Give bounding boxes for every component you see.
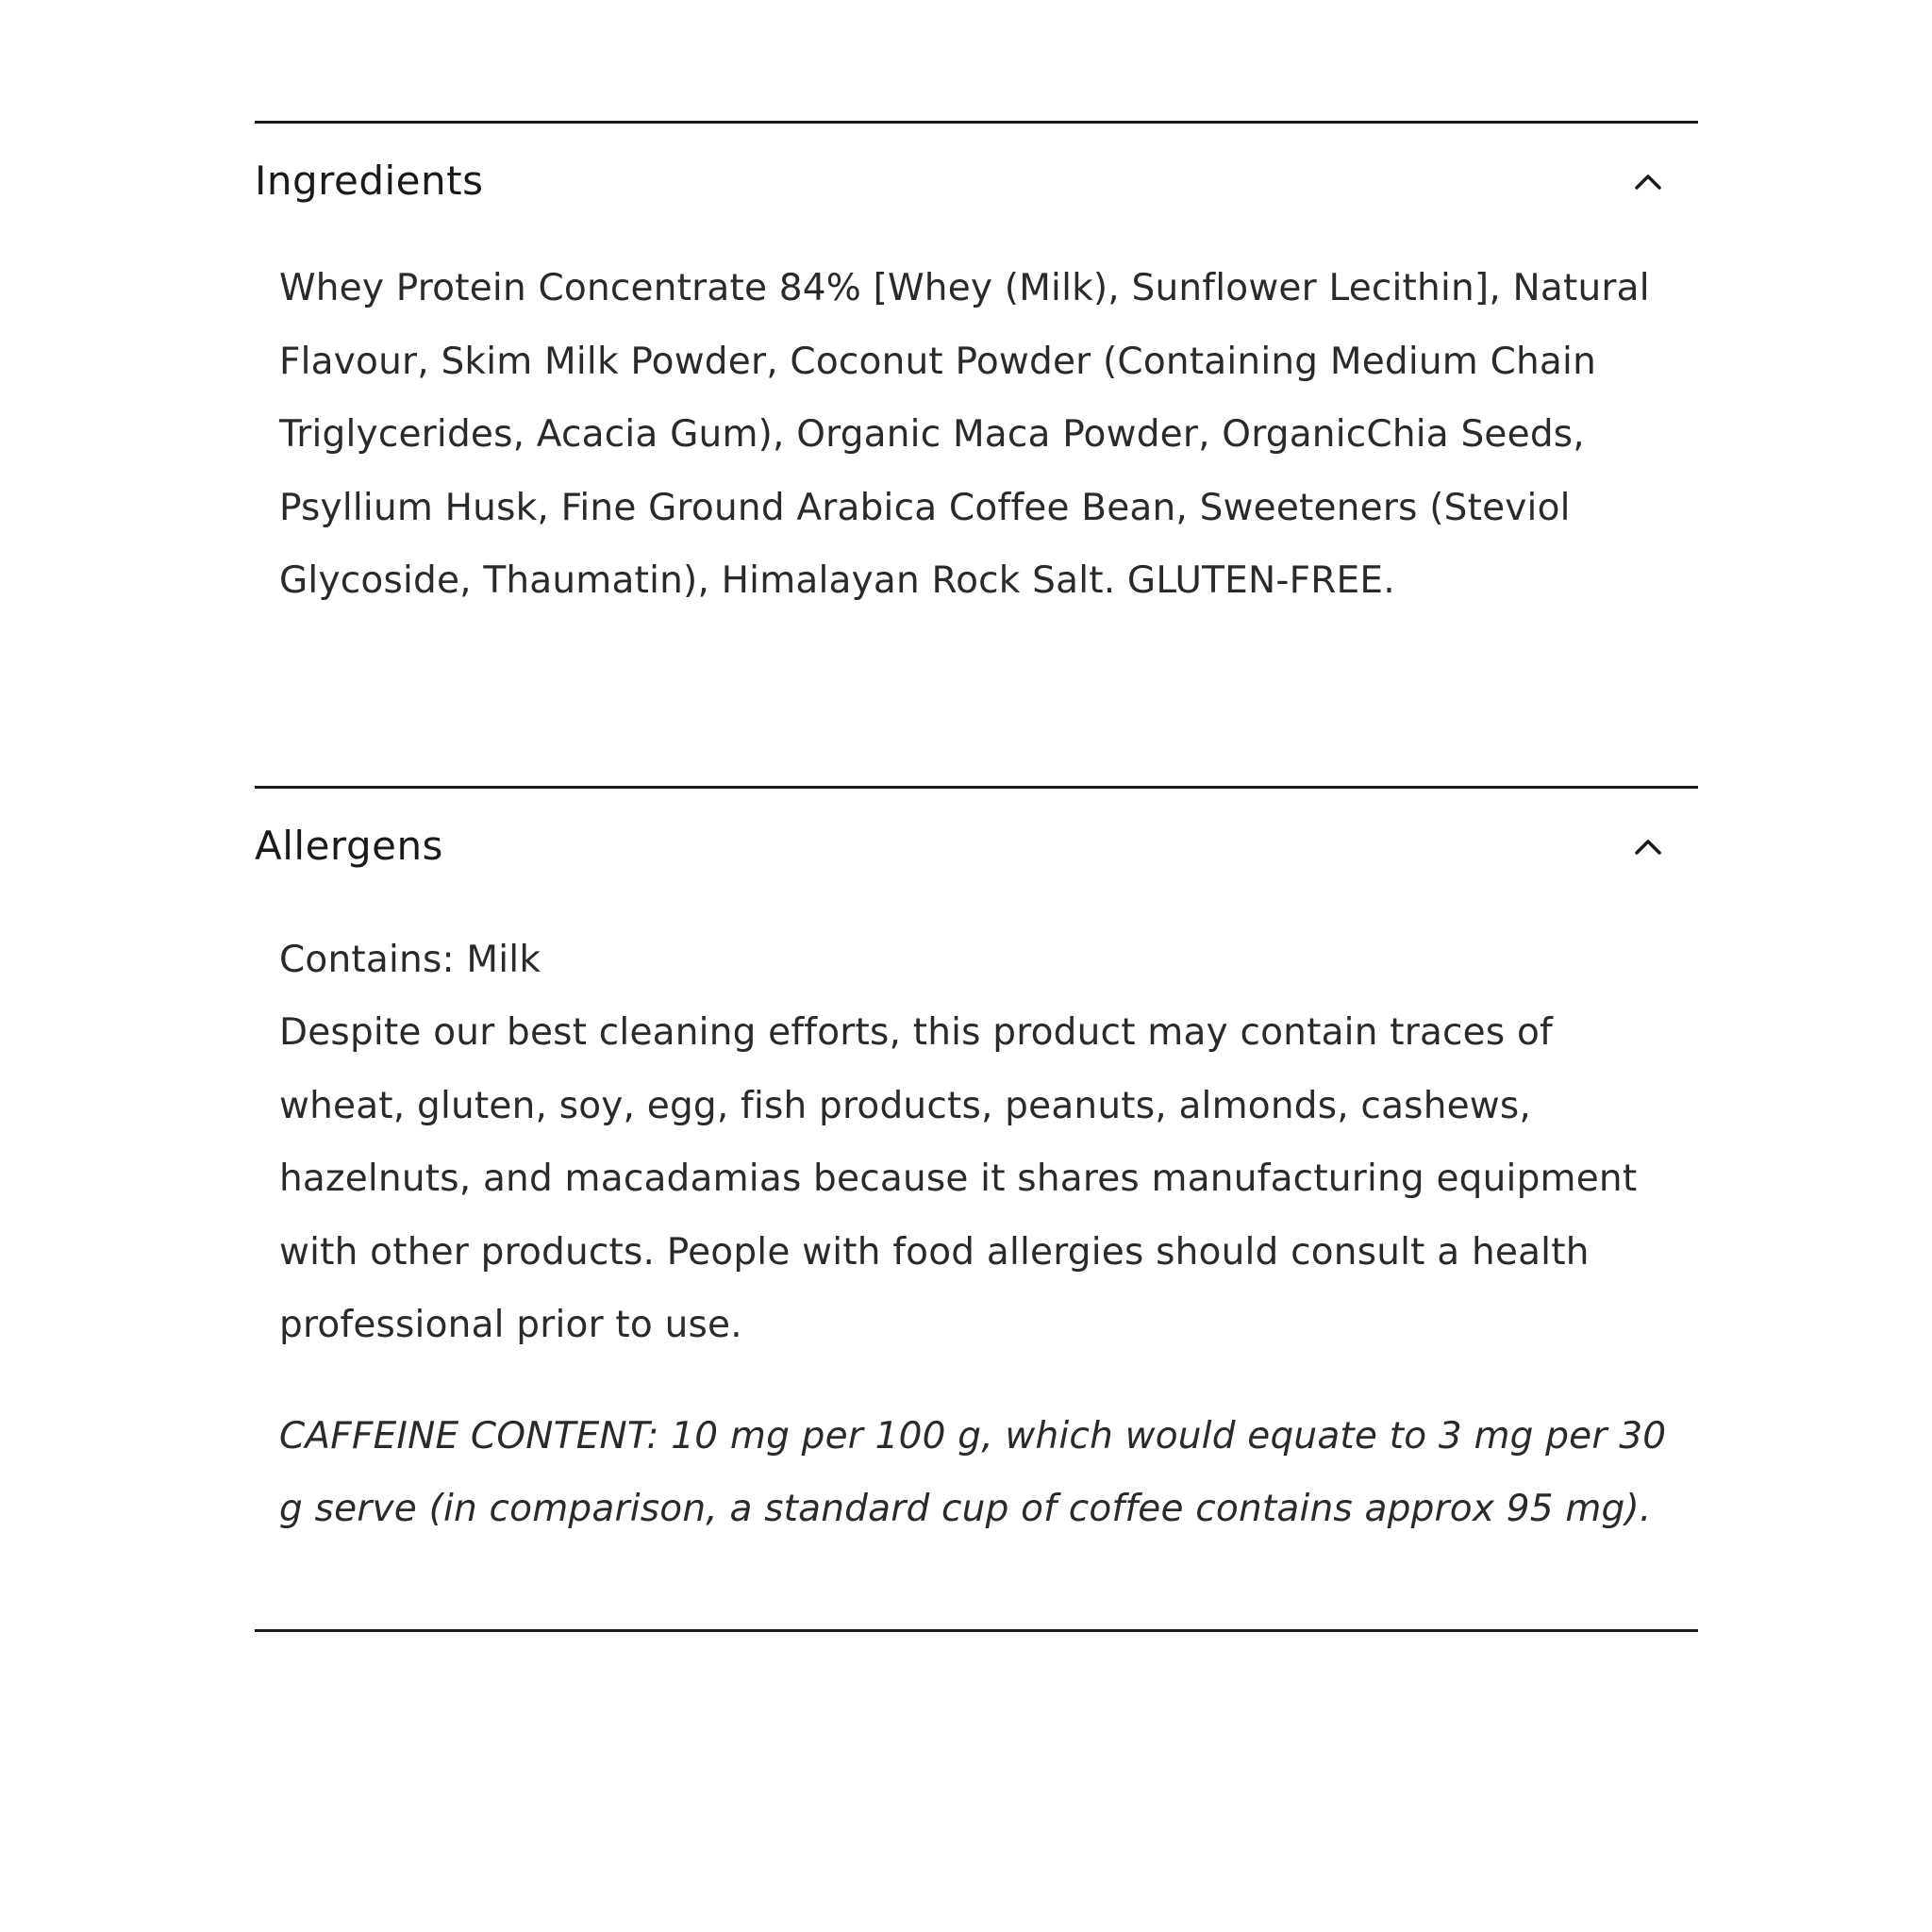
product-details-accordion — [255, 0, 1698, 1632]
ingredients-header[interactable] — [255, 124, 1698, 244]
divider-bottom — [255, 1629, 1698, 1632]
caffeine-content-note: CAFFEINE CONTENT: 10 mg per 100 g, which would equate to 3 mg per 30 g serve (in comparison, a standard cup of coffee contains approx 95 mg). — [279, 1414, 1667, 1530]
ingredients-text: Whey Protein Concentrate 84% [Whey (Milk), Sunflower Lecithin], Natural Flavour, Skim Milk Powder, Coconut Powder (Containing Medium Chain Triglycerides, Acacia Gum), Organic Maca Powder, OrganicChia Seeds, Psyllium Husk, Fine Ground Arabica Coffee Bean, Sweeteners (Steviol Glycoside, Thaumatin), Himalayan Rock Salt. GLUTEN-FREE. — [279, 267, 1650, 602]
allergens-header[interactable] — [255, 789, 1698, 909]
allergens-contains: Contains: Milk — [279, 938, 541, 981]
ingredients-body — [255, 244, 1698, 618]
allergens-title: Allergens — [255, 822, 443, 869]
allergens-body — [255, 909, 1698, 1546]
chevron-up-icon[interactable] — [1632, 171, 1664, 192]
ingredients-title: Ingredients — [255, 158, 484, 204]
allergens-warning-text: Despite our best cleaning efforts, this product may contain traces of wheat, gluten, soy, egg, fish products, peanuts, almonds, cashews, hazelnuts, and macadamias because it shares manufacturing equipment with other products. People with food allergies should consult a health professional prior to use. — [279, 1011, 1638, 1346]
chevron-up-icon[interactable] — [1632, 836, 1664, 857]
